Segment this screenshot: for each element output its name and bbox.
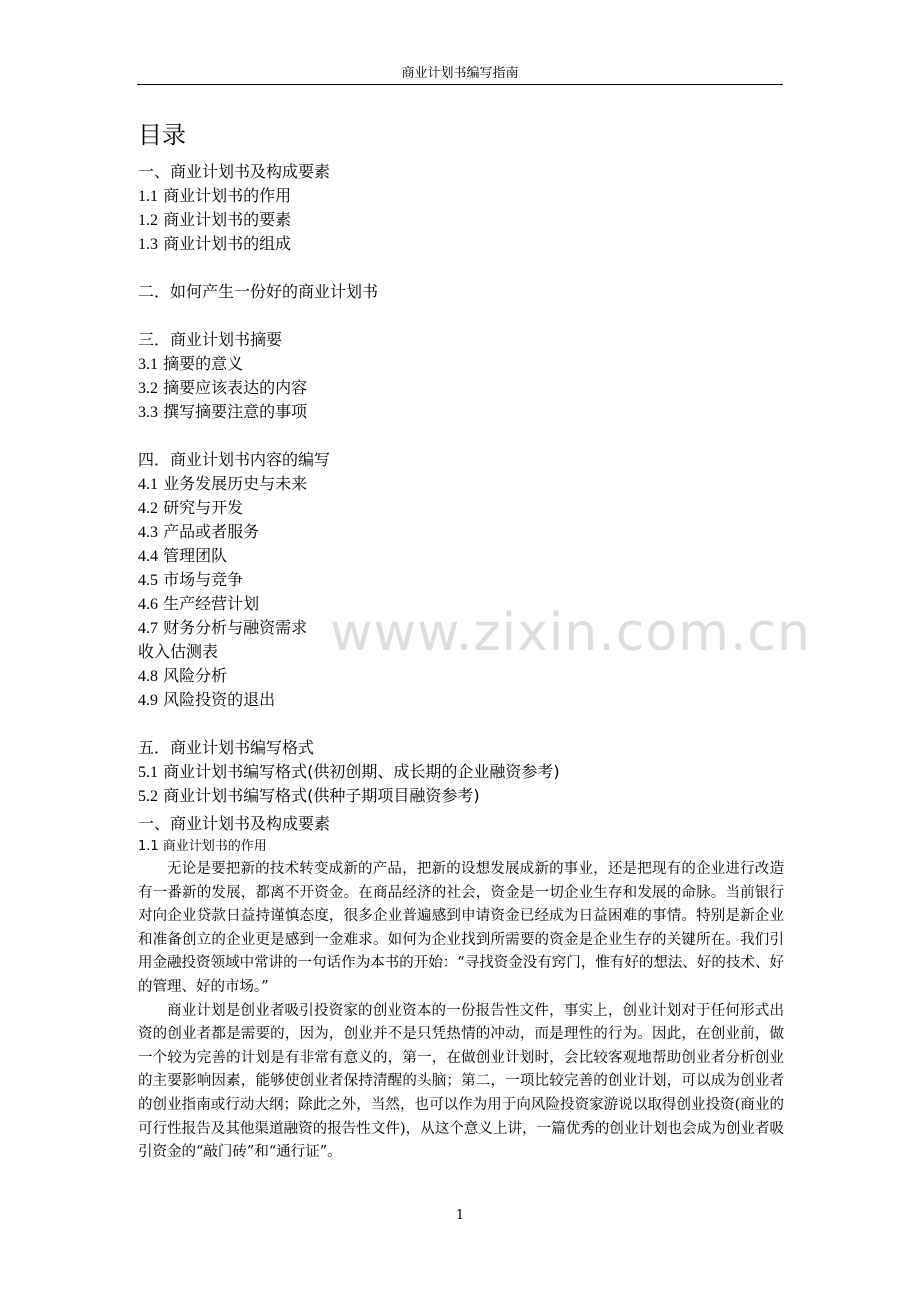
toc-spacer xyxy=(138,424,788,448)
page-header: 商业计划书编写指南 xyxy=(401,66,519,81)
toc-item-number: 4.9 xyxy=(138,692,158,709)
toc-item-label: 三．商业计划书摘要 xyxy=(138,330,283,349)
toc-item[interactable] xyxy=(138,664,788,688)
toc-item-label: 四．商业计划书内容的编写 xyxy=(138,450,331,469)
toc-item-label: 市场与竞争 xyxy=(163,570,244,589)
table-of-contents xyxy=(138,160,788,808)
toc-item[interactable] xyxy=(138,784,788,808)
toc-item-label: 风险投资的退出 xyxy=(163,690,276,709)
toc-title: 目录 xyxy=(138,121,186,149)
toc-item-number: 5.2 xyxy=(138,788,158,805)
toc-item-number: 1.2 xyxy=(138,212,158,229)
toc-item-label: 商业计划书编写格式(供种子期项目融资参考) xyxy=(163,786,480,805)
toc-item-number: 5.1 xyxy=(138,764,158,781)
toc-item[interactable] xyxy=(138,184,788,208)
toc-item[interactable] xyxy=(138,520,788,544)
toc-item-label: 产品或者服务 xyxy=(163,522,260,541)
toc-spacer xyxy=(138,712,788,736)
watermark: www.zixin.com.cn xyxy=(330,603,811,663)
toc-item-number: 4.3 xyxy=(138,524,158,541)
toc-spacer xyxy=(138,256,788,280)
toc-item-label: 一、商业计划书及构成要素 xyxy=(138,162,331,181)
toc-item-label: 摘要应该表达的内容 xyxy=(163,378,308,397)
toc-item-label: 业务发展历史与未来 xyxy=(163,474,308,493)
body-paragraph: 商业计划是创业者吸引投资家的创业资本的一份报告性文件，事实上，创业计划对于任何形式出资的创业者都是需要的，因为，创业并不是只凭热情的冲动，而是理性的行为。因此，在创业前，做一个较为完善的计划是有非常有意义的，第一，在做创业计划时，会比较客观地帮助创业者分析创业的主要影响因素，能够使创业者保持清醒的头脑；第二，一项比较完善的创业计划，可以成为创业者的创业指南或行动大纲；除此之外，当然，也可以作为用于向风险投资家游说以取得创业投资(商业的可行性报告及其他渠道融资的报告性文件)，从这个意义上讲，一篇优秀的创业计划也会成为创业者吸引资金的“敲门砖”和“通行证”。 xyxy=(138,1002,784,1161)
toc-section[interactable] xyxy=(138,328,788,352)
toc-section[interactable] xyxy=(138,448,788,472)
toc-item-label: 商业计划书的要素 xyxy=(163,210,292,229)
toc-item-label: 商业计划书编写格式(供初创期、成长期的企业融资参考) xyxy=(163,762,560,781)
toc-item[interactable] xyxy=(138,352,788,376)
toc-item-label: 商业计划书的作用 xyxy=(163,186,292,205)
toc-item-number: 4.4 xyxy=(138,548,158,565)
toc-item-number: 1.3 xyxy=(138,236,158,253)
toc-item-number: 4.1 xyxy=(138,476,158,493)
toc-item[interactable] xyxy=(138,232,788,256)
header-divider xyxy=(137,84,783,85)
toc-item[interactable] xyxy=(138,544,788,568)
subsection-heading: 1.1 商业计划书的作用 xyxy=(138,839,267,854)
page-number: 1 xyxy=(455,1208,465,1223)
toc-item[interactable] xyxy=(138,760,788,784)
toc-item-label: 撰写摘要注意的事项 xyxy=(163,402,308,421)
toc-item-number: 4.6 xyxy=(138,596,158,613)
toc-item-number: 4.5 xyxy=(138,572,158,589)
toc-item-number: 1.1 xyxy=(138,188,158,205)
toc-item-label: 研究与开发 xyxy=(163,498,244,517)
toc-item[interactable] xyxy=(138,400,788,424)
toc-item-number: 4.8 xyxy=(138,668,158,685)
toc-item-number: 4.2 xyxy=(138,500,158,517)
toc-item[interactable] xyxy=(138,688,788,712)
toc-item-label: 风险分析 xyxy=(163,666,228,685)
toc-item-number: 4.7 xyxy=(138,620,158,637)
toc-item[interactable] xyxy=(138,376,788,400)
section-heading: 一、商业计划书及构成要素 xyxy=(138,814,331,833)
toc-item-label: 管理团队 xyxy=(163,546,228,565)
toc-item[interactable] xyxy=(138,472,788,496)
toc-item[interactable] xyxy=(138,496,788,520)
toc-item[interactable] xyxy=(138,568,788,592)
toc-item-label: 收入估测表 xyxy=(138,642,219,661)
toc-item-label: 生产经营计划 xyxy=(163,594,260,613)
toc-section[interactable] xyxy=(138,280,788,304)
toc-spacer xyxy=(138,304,788,328)
body-paragraph: 无论是要把新的技术转变成新的产品，把新的设想发展成新的事业，还是把现有的企业进行改造有一番新的发展，都离不开资金。在商品经济的社会，资金是一切企业生存和发展的命脉。当前银行对向企业贷款日益持谨慎态度，很多企业普遍感到申请资金已经成为日益困难的事情。特别是新企业和准备创立的企业更是感到一金难求。如何为企业找到所需要的资金是企业生存的关键所在。我们引用金融投资领域中常讲的一句话作为本书的开始：“寻找资金没有窍门，惟有好的想法、好的技术、好的管理、好的市场。” xyxy=(138,861,784,995)
toc-item-label: 财务分析与融资需求 xyxy=(163,618,308,637)
toc-item-label: 五．商业计划书编写格式 xyxy=(138,738,315,757)
toc-item-label: 二．如何产生一份好的商业计划书 xyxy=(138,282,379,301)
toc-item[interactable] xyxy=(138,208,788,232)
toc-item-number: 3.3 xyxy=(138,404,158,421)
toc-item-number: 3.2 xyxy=(138,380,158,397)
toc-section[interactable] xyxy=(138,736,788,760)
body-text xyxy=(138,858,784,1165)
toc-item-number: 3.1 xyxy=(138,356,158,373)
toc-section[interactable] xyxy=(138,160,788,184)
toc-item-label: 摘要的意义 xyxy=(163,354,244,373)
toc-item-label: 商业计划书的组成 xyxy=(163,234,292,253)
